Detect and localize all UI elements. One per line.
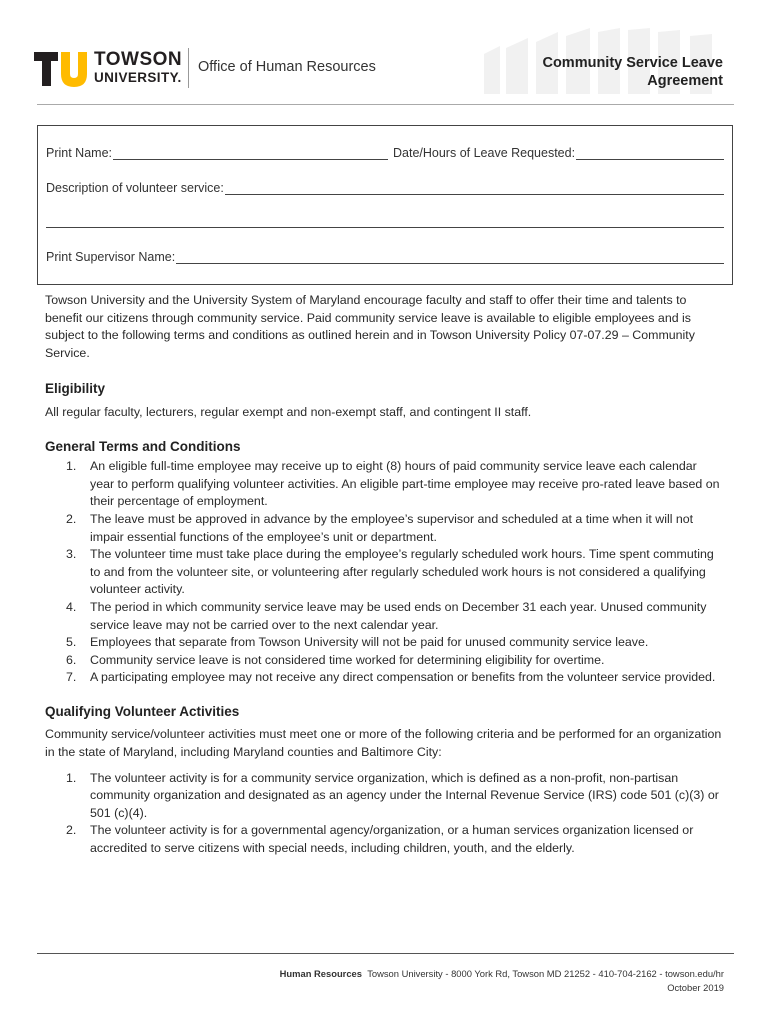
qualifying-list: [45, 770, 723, 858]
list-item-number: 2.: [66, 511, 77, 526]
form-row-description-continued: [46, 215, 724, 228]
list-item-number: 2.: [66, 823, 77, 838]
list-item-text: A participating employee may not receive any direct compensation or benefits from the volunteer service provided.: [90, 670, 716, 685]
footer-date: October 2019: [667, 982, 724, 993]
agreement-body: [45, 292, 723, 858]
supervisor-label: Print Supervisor Name:: [46, 250, 176, 264]
list-item-number: 5.: [66, 635, 77, 650]
list-item-text: An eligible full-time employee may receive up to eight (8) hours of paid community service leave each calendar year to perform qualifying volunteer activities. An eligible part-time employee may receive pro-rated leave based on their percentage of employment.: [90, 459, 720, 509]
list-item: [45, 511, 723, 546]
list-item-text: Employees that separate from Towson University will not be paid for unused community service leave.: [90, 635, 649, 650]
office-name: Office of Human Resources: [198, 59, 376, 75]
header-divider: [188, 48, 189, 88]
list-item: [45, 634, 723, 652]
list-item-number: 1.: [66, 770, 77, 785]
description-field-line-2[interactable]: [46, 215, 724, 228]
print-name-field[interactable]: [113, 147, 388, 160]
footer-rule: [37, 953, 734, 954]
list-item: [45, 822, 723, 857]
footer-contact-line: [280, 967, 724, 981]
list-item-text: Community service leave is not considered time worked for determining eligibility for overtime.: [90, 652, 605, 667]
list-item-number: 4.: [66, 599, 77, 614]
list-item-text: The volunteer time must take place during the employee’s regularly scheduled work hours. Time spent commuting to and from the volunteer site, or volunteering after regularly scheduled work hours is not considered a qualifying volunteer activity.: [90, 547, 714, 597]
description-label: Description of volunteer service:: [46, 181, 224, 195]
list-item-text: The volunteer activity is for a governmental agency/organization, or a human services organization licensed or accredited to serve citizens with special needs, including children, youth, and the elderly.: [90, 823, 694, 856]
logo-wordmark-university: UNIVERSITY.: [94, 70, 182, 85]
form-row-description: [46, 181, 724, 195]
footer-address: Towson University - 8000 York Rd, Towson MD 21252 - 410-704-2162 - towson.edu/hr: [367, 968, 724, 979]
towson-university-logo: [34, 50, 186, 90]
terms-heading: General Terms and Conditions: [45, 438, 241, 454]
page-footer: [280, 967, 724, 995]
list-item: [45, 770, 723, 823]
supervisor-name-field[interactable]: [176, 251, 724, 264]
tu-monogram-icon: [34, 50, 90, 88]
list-item-number: 7.: [66, 670, 77, 685]
list-item-text: The period in which community service leave may be used ends on December 31 each year. Unused community service leave may not be carried over to the next calendar year.: [90, 599, 707, 632]
list-item-number: 1.: [66, 459, 77, 474]
eligibility-text: All regular faculty, lecturers, regular exempt and non-exempt staff, and contingent II staff.: [45, 404, 532, 419]
form-row-name-date: [46, 146, 724, 160]
description-field[interactable]: [225, 182, 724, 195]
form-row-supervisor: [46, 250, 724, 264]
header-rule: [37, 104, 734, 105]
print-name-label: Print Name:: [46, 146, 112, 160]
footer-department: Human Resources: [279, 968, 362, 979]
list-item: [45, 546, 723, 599]
eligibility-heading: Eligibility: [45, 381, 106, 397]
document-title-line-2: Agreement: [647, 73, 723, 89]
intro-paragraph: Towson University and the University System of Maryland encourage faculty and staff to offer their time and talents to benefit our citizens through community service. Paid community service leave is available to eligible employees and is subject to the following terms and conditions as outlined herein and in Towson University Policy 07-07.29 – Community Service.: [45, 293, 695, 360]
list-item-text: The volunteer activity is for a community service organization, which is defined as a non-profit, non-partisan community organization and designated as an agency under the Internal Revenue Service (IRS) code 501 (c)(3) or 501 (c)(4).: [90, 770, 719, 820]
logo-wordmark-towson: TOWSON: [94, 49, 183, 70]
request-form-box: [37, 125, 733, 285]
date-hours-label: Date/Hours of Leave Requested:: [393, 146, 576, 160]
document-title-line-1: Community Service Leave: [542, 55, 723, 71]
list-item-number: 6.: [66, 652, 77, 667]
date-hours-field[interactable]: [576, 147, 724, 160]
page-header: [0, 0, 770, 104]
terms-list: [45, 458, 723, 687]
list-item: [45, 669, 723, 687]
list-item: [45, 458, 723, 511]
list-item: [45, 599, 723, 634]
list-item: [45, 652, 723, 670]
document-title: [542, 54, 723, 90]
qualifying-heading: Qualifying Volunteer Activities: [45, 703, 240, 719]
list-item-number: 3.: [66, 547, 77, 562]
qualifying-intro: Community service/volunteer activities must meet one or more of the following criteria and be performed for an organization in the state of Maryland, including Maryland counties and Baltimore City:: [45, 727, 722, 760]
list-item-text: The leave must be approved in advance by the employee’s supervisor and scheduled at a time when it will not impair essential functions of the employee’s unit or department.: [90, 511, 694, 544]
